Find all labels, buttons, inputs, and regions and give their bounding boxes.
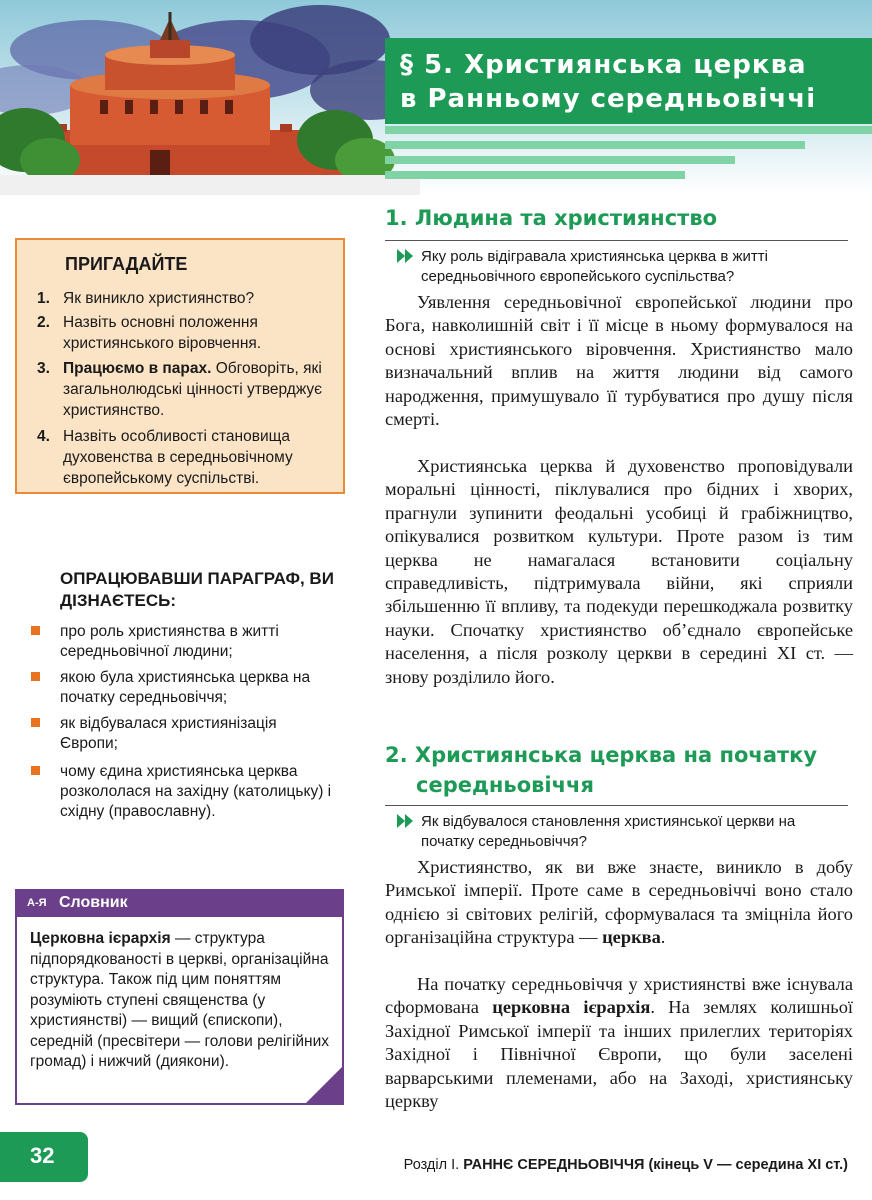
recall-item-text: Назвіть основні положення християнського віровчення. (63, 314, 262, 352)
chapter-title-line2: в Ранньому середньовіччі (400, 84, 817, 114)
learn-item-text: про роль християнства в житті середньовічної людини; (60, 623, 279, 660)
section2-paragraph-text: . На землях колишньої Західної Римської імперії та інших прилеглих територіях Західної і Північної Європи, що були заселені варварськими племенами, або на Заході, християнську церкву (385, 997, 853, 1112)
section2-paragraph-text: На початку середньовіччя у християнстві вже існувала сформована (385, 974, 853, 1018)
section-divider (385, 805, 848, 806)
section2-title-line1: 2. Християнська церква на початку (385, 743, 818, 767)
corner-triangle-icon (306, 1067, 342, 1103)
footer-part: Розділ І. (403, 1157, 460, 1173)
section-divider (385, 240, 848, 241)
header-stripe (385, 126, 872, 134)
recall-item-text: Як виникло християнство? (63, 290, 255, 307)
square-bullet-icon (31, 766, 40, 775)
term-church-hierarchy: церковна ієрархія (492, 997, 651, 1018)
section2-title-line2: середньовіччя (416, 773, 594, 797)
header-stripe (385, 171, 685, 179)
section1-paragraph: Християнська церква й духовенство проповідували моральні цінності, піклувалися про бідних і хворих, прагнули зупинити феодальні усобиці й грабіжництво, опікувалися розвитком культури. Проте разом із тим церква не намагалася встановити соціальну справедливість, підтримувала війни, які сприяли збільшенню її впливу, та подекуди перешкоджала розвитку науки. Спочатку християнство об’єднало європейське населення, а після розколу церкви в середині XI ст. — знову розділило його. (385, 456, 853, 687)
recall-item (37, 426, 337, 489)
pair-work-text: Обговоріть, які загальнолюдські цінності утверджує християнство. (63, 360, 323, 419)
dictionary-az-icon: А-Я (27, 897, 47, 909)
header-stripe (385, 141, 805, 149)
recall-heading: ПРИГАДАЙТЕ (65, 254, 188, 274)
dictionary-entry (30, 929, 330, 1073)
recall-item-number: 2. (37, 314, 50, 331)
learn-item (35, 622, 335, 662)
section1-question (397, 247, 852, 287)
learn-item-text: якою була християнська церква на початку середньовіччя; (60, 669, 311, 706)
section2-paragraph (385, 856, 853, 950)
recall-item (37, 358, 337, 421)
learn-heading: ОПРАЦЮВАВШИ ПАРАГРАФ, ВИ ДІЗНАЄТЕСЬ: (60, 569, 334, 610)
square-bullet-icon (31, 672, 40, 681)
recall-item-number: 1. (37, 290, 50, 307)
recall-item-number: 3. (37, 360, 50, 377)
dictionary-header (17, 891, 342, 917)
section2-paragraph (385, 973, 853, 1113)
footer-title: РАННЄ СЕРЕДНЬОВІЧЧЯ (кінець V — середина XI ст.) (459, 1157, 848, 1173)
chapter-title (400, 48, 816, 116)
recall-item (37, 312, 337, 354)
section2-question-text: Як відбувалося становлення християнської церкви на початку середньовіччя? (421, 813, 796, 850)
recall-box (15, 238, 345, 494)
square-bullet-icon (31, 718, 40, 727)
dictionary-box (15, 889, 344, 1105)
learn-item (35, 714, 335, 754)
chapter-header (0, 0, 872, 195)
page-number: 32 (30, 1143, 55, 1168)
chapter-title-line1: § 5. Християнська церква (400, 50, 807, 80)
recall-item-text (63, 358, 333, 421)
learn-item (35, 668, 335, 708)
pair-work-label: Працюємо в парах. (63, 360, 212, 377)
section1-question-text: Яку роль відігравала християнська церква в житті середньовічного європейського суспільства? (421, 248, 768, 285)
recall-item (37, 288, 337, 309)
double-arrow-icon (397, 249, 415, 263)
page-footer (404, 1157, 848, 1173)
section1-paragraph: Уявлення середньовічної європейської людини про Бога, навколишній світ і її місце в ньому формувалося на основі християнського віровчення. Християнство мало визначальний вплив на життя людини від самого народження, примушувало її турбуватися про душу після смерті. (385, 292, 853, 430)
learn-item-text: як відбувалася християнізація Європи; (60, 715, 277, 752)
section2-paragraph-text: Християнство, як ви вже знаєте, виникло в добу Римської імперії. Проте саме в середньовіччі воно стало однією зі світових релігій, сформувалася та зміцніла його організаційна структура — (385, 857, 853, 948)
recall-item-number: 4. (37, 428, 50, 445)
learn-item-text: чому єдина християнська церква розкололася на західну (католицьку) і східну (православну). (60, 763, 332, 820)
section2-paragraph-text: . (660, 927, 666, 948)
header-stripe (385, 156, 735, 164)
section1-title: 1. Людина та християнство (385, 206, 718, 230)
double-arrow-icon (397, 814, 415, 828)
dictionary-title: Словник (59, 894, 128, 911)
recall-item-text: Назвіть особливості становища духовенства в середньовічному європейському суспільстві. (63, 428, 293, 487)
section2-question (397, 812, 852, 852)
square-bullet-icon (31, 626, 40, 635)
dictionary-term: Церковна ієрархія (30, 930, 171, 947)
term-church: церква (602, 927, 661, 948)
section2-title (385, 740, 817, 800)
learn-item (35, 762, 335, 822)
dictionary-definition: — структура підпорядкованості в церкві, організаційна структура. Також під цим поняттям розуміють ступені священства (у християнстві) — вищий (єпископи), середній (пресвітери — голови релігійних громад) і нижчий (диякони). (30, 930, 330, 1070)
